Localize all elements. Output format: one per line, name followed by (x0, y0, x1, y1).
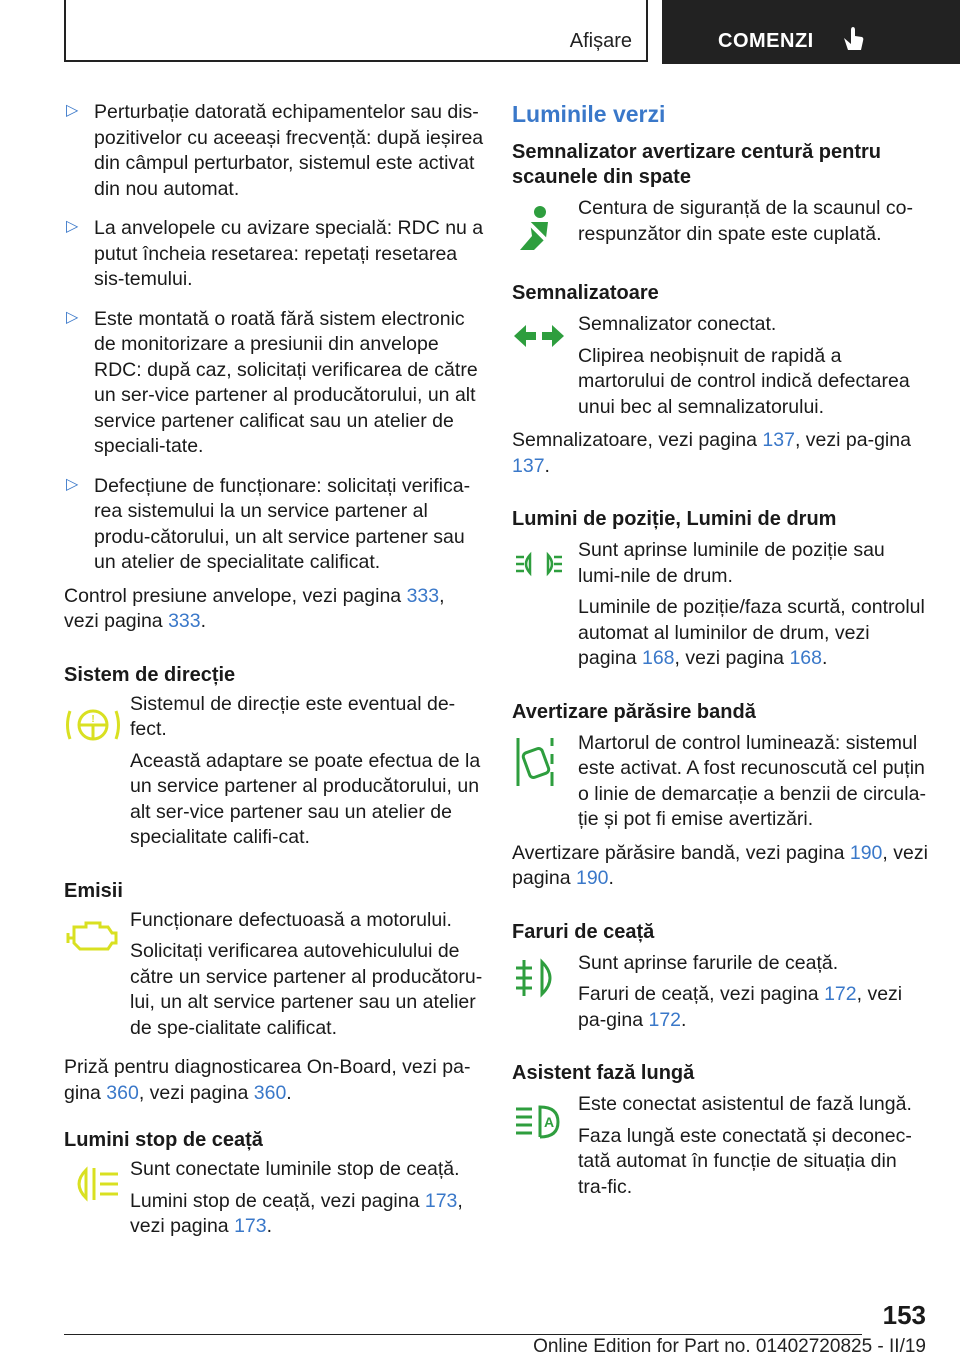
steering-section: Sistem de direcție ! Sistemul de direcție este eventual de-fect. Această adaptare se poate efectua de la un service partener al producătorului, un alt ser-vice partener sau un atelier de specialitate califi-cat. (64, 663, 484, 851)
page-link[interactable]: 173 (234, 1215, 267, 1237)
footer-divider (64, 1334, 862, 1335)
steering-warning-icon (64, 705, 122, 745)
section-title: Sistem de direcție (64, 663, 236, 686)
svg-text:A: A (543, 1114, 555, 1130)
list-item: ▷ Defecțiune de funcționare: solicitați verifica-rea sistemului la un service partener al produ-cătorului, un alt service partener sau un atelier de specialitate calificat. (66, 474, 471, 573)
seatbelt-section: Semnalizator avertizare centură pentru scaunele din spate Centura de siguranță de la scaunul co-respunzător din spate este cuplată. (512, 140, 928, 247)
front-fog-section: Faruri de ceață Sunt aprinse farurile de ceață. Faruri de ceață, vezi pagina 172, vezi pa-gina 172. (512, 920, 928, 1034)
page-link[interactable]: 360 (106, 1081, 139, 1104)
position-lights-section: Lumini de poziție, Lumini de drum Sunt aprinse luminile de poziție sau lumi-nile de drum. Luminile de poziție/faza scurtă, controlul automat al luminilor de drum, vezi pagina 168, vezi pagina 168. (512, 507, 928, 672)
tab-comenzi[interactable] (662, 0, 960, 64)
hand-pointer-icon (840, 24, 866, 52)
page-link[interactable]: 190 (575, 867, 609, 889)
left-column (64, 100, 484, 1240)
turn-signal-section: Semnalizatoare Semnalizator conectat. Clipirea neobișnuit de rapidă a martorului de control indică defectarea unui bec al semnalizatorului. Semnalizatoare, vezi pagina 137, vezi pa-gina 137. (512, 281, 928, 479)
page-link[interactable]: 190 (849, 841, 883, 864)
triangle-right-icon: ▷ (66, 308, 79, 326)
high-beam-assist-section: Asistent fază lungă A Este conectat asistentul de fază lungă. Faza lungă este conectată și deconec-tată automat în funcție de situația din tra-fic. (512, 1061, 928, 1200)
page-link[interactable]: 168 (789, 647, 822, 669)
lane-departure-icon (512, 734, 558, 790)
footer-edition: Online Edition for Part no. 01402720825 - II/19 (533, 1336, 926, 1357)
page-link[interactable]: 172 (824, 983, 857, 1005)
page-link[interactable]: 360 (253, 1081, 287, 1104)
list-item: ▷ Este montată o roată fără sistem electronic de monitorizare a presiunii din anvelope RDC: după caz, solicitați verificarea de către un ser-vice partener al producătorului, un alt service partener calificat sau un atelier de speciali-tate. (66, 307, 478, 457)
page-number: 153 (882, 1300, 926, 1330)
page-link[interactable]: 172 (648, 1008, 682, 1031)
section-title: Lumini stop de ceață (64, 1129, 263, 1151)
section-title: Lumini de poziție, Lumini de drum (512, 508, 837, 530)
svg-text:!: ! (91, 713, 95, 725)
section-title: Semnalizator avertizare centură pentru scaunele din spate (512, 141, 882, 188)
seatbelt-icon (512, 204, 558, 254)
list-item: ▷ La anvelopele cu avizare specială: RDC nu a putut încheia resetarea: repetați resetarea sis-temului. (66, 217, 484, 290)
page-section-title: Luminile verzi (512, 101, 666, 127)
right-column (512, 100, 928, 1200)
position-lights-icon (512, 549, 566, 579)
page-link[interactable]: 137 (762, 429, 795, 451)
triangle-right-icon: ▷ (66, 218, 79, 235)
triangle-right-icon: ▷ (66, 102, 79, 119)
emissions-section: Emisii Funcționare defectuoasă a motorului. Solicitați verificarea autovehiculului de către un service partener al producătoru-lui, un alt service partener sau un atelier de spe-cialitate calificat. Priză pentru diagnosticarea On-Board, vezi pa-gina 360, vezi pagina 360. (64, 879, 483, 1104)
page-link[interactable]: 173 (424, 1189, 458, 1212)
rear-fog-section: Lumini stop de ceață Sunt conectate luminile stop de ceață. Lumini stop de ceață, vezi pagina 173, vezi pagina 173. (64, 1128, 484, 1240)
page-link[interactable]: 168 (641, 647, 675, 669)
header-tabs (64, 0, 960, 64)
section-title: Faruri de ceață (512, 920, 655, 943)
triangle-right-icon: ▷ (66, 475, 79, 493)
tab-afisare[interactable] (64, 0, 648, 62)
front-fog-light-icon (512, 956, 562, 1000)
tire-pressure-ref: Control presiune anvelope, vezi pagina 333, vezi pagina 333. (64, 584, 445, 632)
page-link[interactable]: 137 (512, 454, 545, 477)
turn-signal-arrows-icon (512, 321, 566, 351)
engine-warning-icon (64, 915, 122, 955)
section-title: Emisii (64, 879, 123, 902)
rear-fog-light-icon (64, 1164, 122, 1204)
list-item: ▷ Perturbație datorată echipamentelor sau dis-pozitivelor cu aceeași frecvență: după ieșirea din câmpul perturbator, sistemul este activat din nou automat. (66, 101, 484, 200)
tab-comenzi-label: COMENZI (718, 30, 814, 52)
section-title: Asistent fază lungă (512, 1062, 695, 1084)
section-title: Semnalizatoare (512, 282, 659, 304)
high-beam-assist-icon (512, 1099, 562, 1143)
page-link[interactable]: 333 (406, 584, 440, 607)
page-link[interactable]: 333 (168, 610, 201, 632)
section-title: Avertizare părăsire bandă (512, 700, 756, 723)
lane-warning-section: Avertizare părăsire bandă Martorul de control luminează: sistemul este activat. A fost recunoscută cel puțin o linie de demarcație a benzii de circula-ție și pot fi emise avertizări. Avertizare părăsire bandă, vezi pagina 190, vezi pagina 190. (512, 700, 928, 889)
tab-afisare-label: Afișare (569, 30, 632, 52)
